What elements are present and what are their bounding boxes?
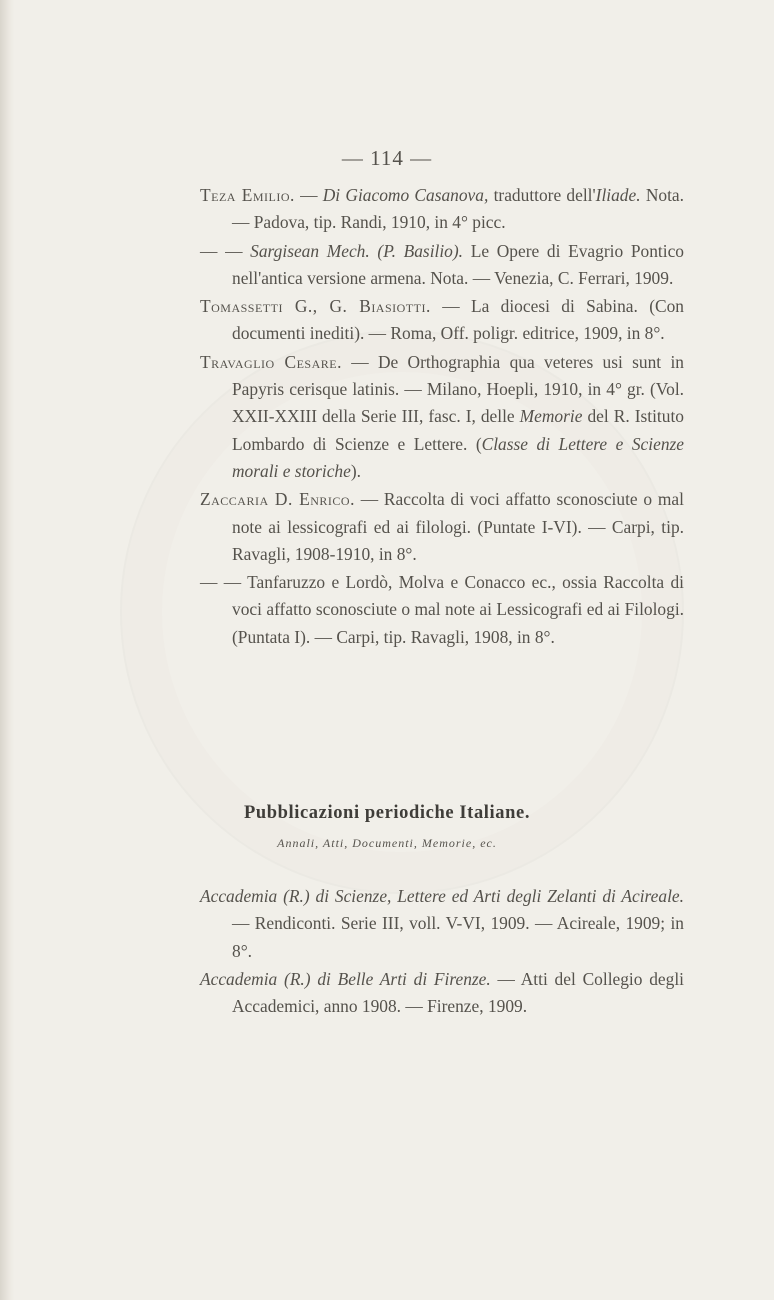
periodical-title: Accademia (R.) di Scienze, Lettere ed Arti degli Zelanti di Acireale.: [200, 886, 684, 906]
entry-text: traduttore dell': [488, 185, 596, 205]
entry-text: — Raccolta di voci affatto sconosciute o mal note ai lessicografi ed ai filologi. (Puntate I-VI). — Carpi, tip. Ravagli, 1908-1910, in 8°.: [232, 489, 684, 564]
entry-author: Zaccaria D. Enrico.: [200, 489, 355, 510]
periodical-text: — Rendiconti. Serie III, voll. V-VI, 1909. — Acireale, 1909; in 8°.: [232, 913, 684, 961]
bibliography-entry: [200, 569, 684, 651]
entry-title: Iliade.: [595, 185, 641, 205]
entry-author: Teza Emilio.: [200, 185, 295, 205]
periodicals-list: [200, 883, 684, 1021]
page-number: — 114 —: [341, 146, 433, 170]
entry-title: Memorie: [519, 406, 583, 427]
bibliography-entry: [200, 182, 684, 237]
entry-title: Classe di Lettere e Scienze morali e storiche: [232, 433, 684, 481]
section-subheading: Annali, Atti, Documenti, Memorie, ec.: [277, 836, 497, 850]
entry-dash: —: [294, 185, 323, 205]
entry-author: Tomassetti G., G. Biasiotti.: [200, 296, 431, 317]
periodical-entry: [200, 966, 684, 1021]
entry-text: Nota. — Padova, tip. Randi, 1910, in 4° picc.: [232, 185, 684, 233]
bibliography-list: [200, 182, 684, 652]
section-heading: Pubblicazioni periodiche Italiane.: [243, 803, 531, 823]
entry-title: Di Giacomo Casanova,: [322, 185, 489, 205]
entry-text: del R. Istituto Lombardo di Scienze e Lettere. (: [232, 406, 684, 454]
entry-text: — De Orthographia qua veteres usi sunt in Papyris cerisque latinis. — Milano, Hoepli, 1910, in 4° gr. (Vol. XXII-XXIII della Serie III, fasc. I, delle: [232, 351, 684, 427]
periodical-entry: [200, 883, 684, 965]
bibliography-entry: [200, 238, 684, 293]
entry-author: Travaglio Cesare.: [200, 351, 342, 372]
entry-text: Le Opere di Evagrio Pontico nell'antica versione armena. Nota. — Venezia, C. Ferrari, 1909.: [232, 240, 684, 288]
periodical-title: Accademia (R.) di Belle Arti di Firenze.: [200, 968, 491, 989]
entry-author: — —: [200, 572, 242, 593]
entry-text: ).: [350, 460, 361, 481]
bibliography-entry: [200, 486, 684, 568]
entry-text: Tanfaruzzo e Lordò, Molva e Conacco ec., ossia Raccolta di voci affatto sconosciute o mal note ai Lessicografi ed ai Filologi. (Puntata I). — Carpi, tip. Ravagli, 1908, in 8°.: [232, 572, 684, 647]
entry-text: — La diocesi di Sabina. (Con documenti inediti). — Roma, Off. poligr. editrice, 1909, in 8°.: [232, 296, 684, 344]
entry-author: — —: [200, 240, 243, 261]
periodical-text: — Atti del Collegio degli Accademici, anno 1908. — Firenze, 1909.: [232, 968, 685, 1017]
page-edge: [0, 0, 14, 1300]
bibliography-entry: [200, 293, 684, 348]
entry-title: Sargisean Mech. (P. Basilio).: [250, 240, 464, 261]
bibliography-entry: [200, 349, 684, 485]
